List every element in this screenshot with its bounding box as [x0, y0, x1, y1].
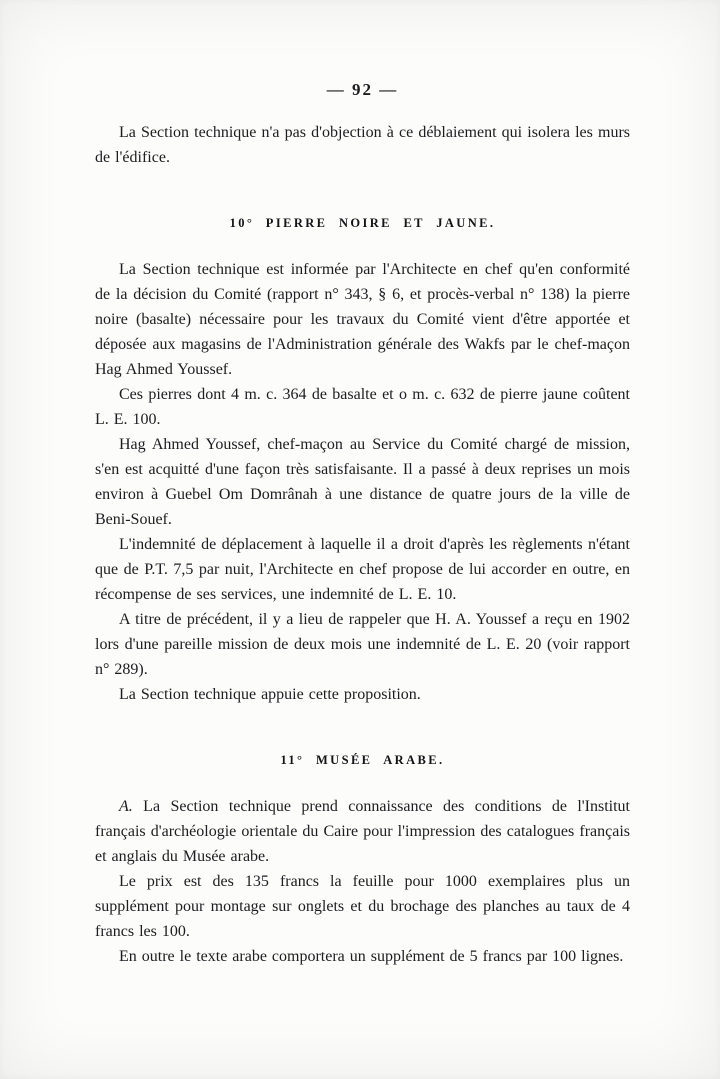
section-pierre-noire-et-jaune [95, 257, 630, 707]
paragraph: La Section technique appuie cette proposition. [119, 686, 421, 703]
paragraph [95, 794, 630, 869]
page-number: — 92 — [326, 80, 399, 99]
paragraph: La Section technique est informée par l'Architecte en chef qu'en conformité de la décision du Comité (rapport n° 343, § 6, et procès-verbal n° 138) la pierre noire (basalte) nécessaire pour les travaux du Comité vient d'être apportée et déposée aux magasins de l'Administration générale des Wakfs par le chef-maçon Hag Ahmed Youssef. [95, 261, 630, 378]
paragraph: Ces pierres dont 4 m. c. 364 de basalte et o m. c. 632 de pierre jaune coûtent L. E. 100. [95, 386, 630, 428]
paragraph: Le prix est des 135 francs la feuille pour 1000 exemplaires plus un supplément pour montage sur onglets et du brochage des planches au taux de 4 francs les 100. [95, 873, 630, 940]
paragraph-text: La Section technique prend connaissance des conditions de l'Institut français d'archéologie orientale du Caire pour l'impression des catalogues français et anglais du Musée arabe. [95, 798, 630, 865]
paragraph: Hag Ahmed Youssef, chef-maçon au Service du Comité chargé de mission, s'en est acquitté d'une façon très satisfaisante. Il a passé à deux reprises un mois environ à Guebel Om Domrânah à une distance de quatre jours de la ville de Beni-Souef. [95, 436, 630, 528]
paragraph: A titre de précédent, il y a lieu de rappeler que H. A. Youssef a reçu en 1902 lors d'une pareille mission de deux mois une indemnité de L. E. 20 (voir rapport n° 289). [95, 611, 630, 678]
paragraph: En outre le texte arabe comportera un supplément de 5 francs par 100 lignes. [119, 948, 624, 965]
paragraph: L'indemnité de déplacement à laquelle il a droit d'après les règlements n'étant que de P.T. 7,5 par nuit, l'Architecte en chef propose de lui accorder en outre, en récompense de ses services, une indemnité de L. E. 10. [95, 536, 630, 603]
section-heading-pierre-noire-et-jaune: 10° PIERRE NOIRE ET JAUNE. [229, 216, 496, 230]
item-letter: A. [119, 798, 144, 815]
intro-section [95, 120, 630, 170]
section-musee-arabe [95, 794, 630, 969]
paragraph: La Section technique n'a pas d'objection à ce déblaiement qui isolera les murs de l'édifice. [95, 124, 630, 166]
section-heading-musee-arabe: 11° MUSÉE ARABE. [280, 753, 445, 767]
